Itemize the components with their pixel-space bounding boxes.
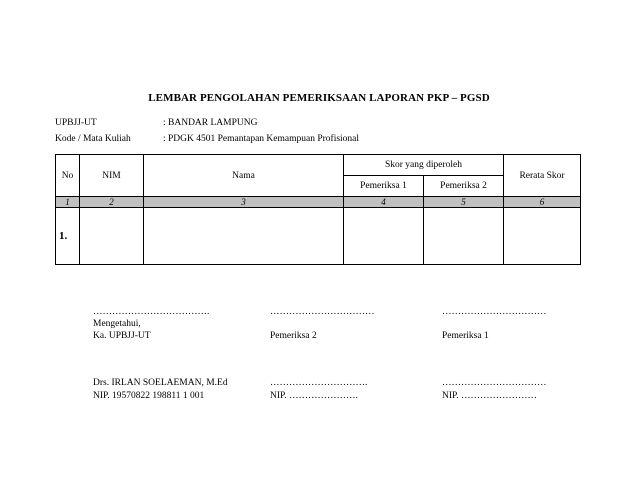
column-number: 2 xyxy=(80,197,144,208)
upbjj-value: : BANDAR LAMPUNG xyxy=(163,118,258,128)
nama-cell[interactable] xyxy=(144,208,344,265)
mengetahui-label: Mengetahui, xyxy=(93,319,141,329)
signature-dots-left: ………………………………. xyxy=(93,307,210,317)
column-number: 6 xyxy=(504,197,581,208)
pemeriksa-1-label: Pemeriksa 1 xyxy=(442,331,489,341)
header-nama: Nama xyxy=(144,155,344,197)
nip-left: NIP. 19570822 198811 1 001 xyxy=(93,391,205,401)
header-nim: NIM xyxy=(80,155,144,197)
page-title: LEMBAR PENGOLAHAN PEMERIKSAAN LAPORAN PKP – PGSD xyxy=(148,92,490,104)
column-number: 5 xyxy=(424,197,504,208)
row-number: 1. xyxy=(56,208,80,265)
score-table xyxy=(55,154,581,265)
ka-upbjj-label: Ka. UPBJJ-UT xyxy=(93,331,151,341)
pemeriksa-2-cell[interactable] xyxy=(424,208,504,265)
nim-cell[interactable] xyxy=(80,208,144,265)
header-no: No xyxy=(56,155,80,197)
rerata-cell[interactable] xyxy=(504,208,581,265)
signer-name-right: …………………………… xyxy=(442,378,547,388)
signature-dots-right: …………………………… xyxy=(442,307,547,317)
signer-name-middle: …………………………. xyxy=(270,378,368,388)
nip-right: NIP. …………………… xyxy=(442,391,538,401)
header-rerata: Rerata Skor xyxy=(504,155,581,197)
table-row xyxy=(56,208,581,265)
header-skor: Skor yang diperoleh xyxy=(344,155,504,176)
pemeriksa-2-label: Pemeriksa 2 xyxy=(270,331,317,341)
signature-dots-middle: …………………………… xyxy=(270,307,375,317)
upbjj-label: UPBJJ-UT xyxy=(55,118,97,128)
header-pemeriksa-1: Pemeriksa 1 xyxy=(344,176,424,197)
header-pemeriksa-2: Pemeriksa 2 xyxy=(424,176,504,197)
column-number: 4 xyxy=(344,197,424,208)
nip-middle: NIP. …………………. xyxy=(270,391,358,401)
column-number: 1 xyxy=(56,197,80,208)
signer-name-left: Drs. IRLAN SOELAEMAN, M.Ed xyxy=(93,378,228,388)
kode-value: : PDGK 4501 Pemantapan Kemampuan Profisional xyxy=(163,134,360,144)
kode-label: Kode / Mata Kuliah xyxy=(55,134,131,144)
pemeriksa-1-cell[interactable] xyxy=(344,208,424,265)
column-number: 3 xyxy=(144,197,344,208)
